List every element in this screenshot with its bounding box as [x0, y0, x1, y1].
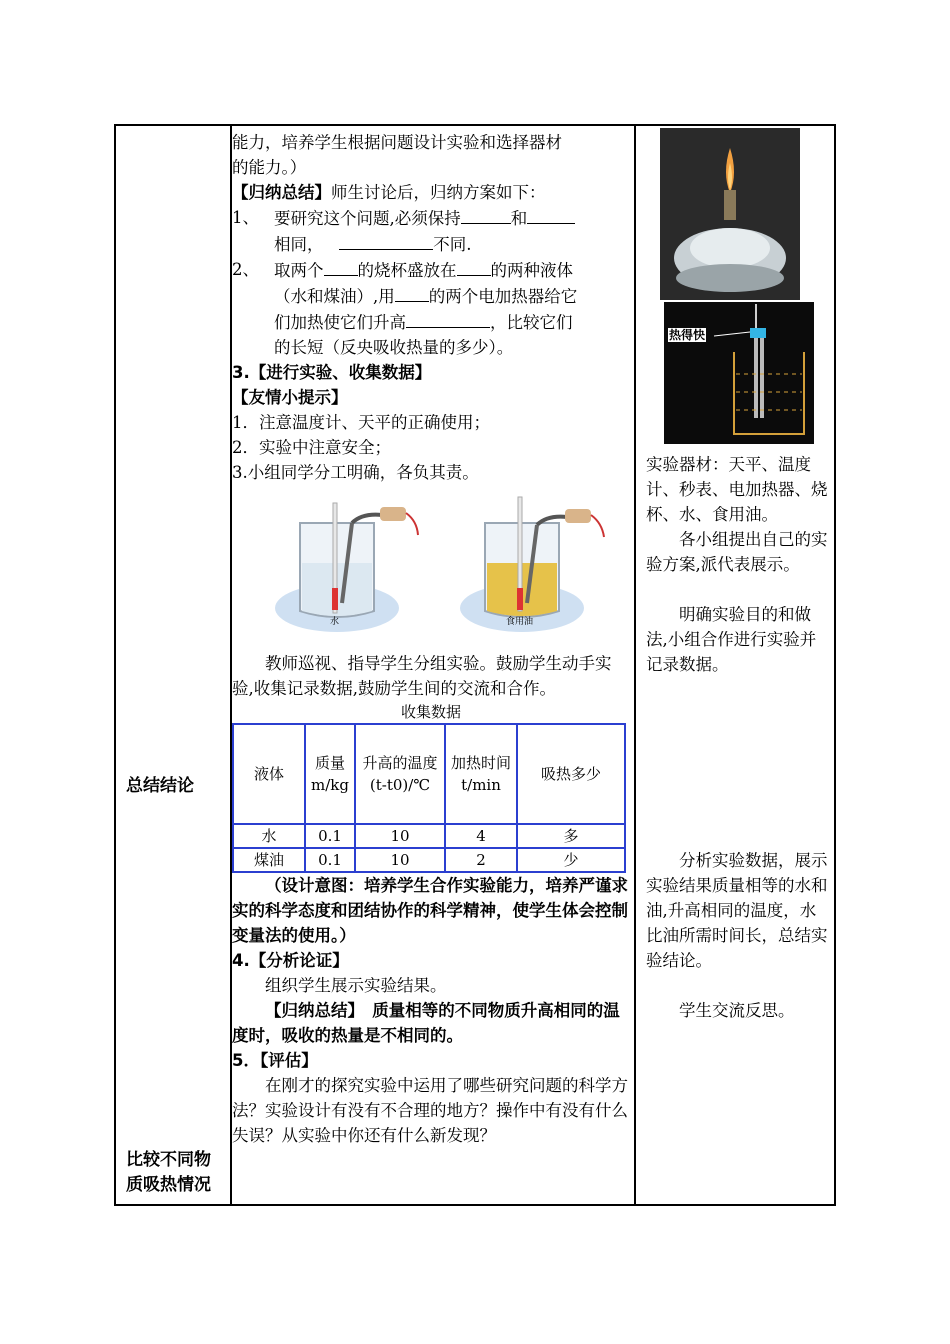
- data-table: [232, 723, 626, 873]
- heater-label: 热得快: [669, 328, 706, 342]
- tip-item: 2．实验中注意安全；: [232, 438, 391, 457]
- item-text: 们加热使它们升高: [274, 313, 406, 332]
- tip-item: 3.小组同学分工明确，各负其责。: [232, 463, 479, 482]
- list-number: 2、: [232, 260, 259, 279]
- text-line: 能力，培养学生根据问题设计实验和选择器材: [232, 133, 562, 152]
- figure-label-water: 水: [330, 617, 340, 627]
- item-text: 的两种液体: [490, 261, 573, 280]
- summary-heading: 【归纳总结】: [232, 183, 331, 202]
- group-plan-text: 各小组提出自己的实验方案,派代表展示。: [646, 530, 828, 574]
- table-cell: 2: [445, 848, 517, 872]
- item-text: 的两个电加热器给它: [428, 287, 578, 306]
- fill-blank: [406, 309, 490, 328]
- analyze-text: 分析实验数据，展示实验结果质量相等的水和油,升高相同的温度，水比油所需时间长，总结实验结论。: [646, 851, 828, 970]
- spacer: [646, 577, 832, 602]
- design-intent: （设计意图：培养学生合作实验能力，培养严谨求实的科学态度和团结协作的科学精神，使学生体会控制变量法的使用。）: [232, 876, 628, 945]
- list-number: 1、: [232, 208, 259, 227]
- table-header-cell: 质量m/kg: [305, 724, 355, 824]
- table-cell: 4: [445, 824, 517, 848]
- figure-label-oil: 食用油: [506, 617, 534, 627]
- fill-blank: [527, 205, 575, 224]
- list-item: [232, 257, 630, 360]
- step-heading: 5．【评估】: [232, 1051, 318, 1070]
- item-text: （水和煤油）,用: [274, 287, 395, 306]
- item-text: 要研究这个问题,必须保持: [274, 209, 461, 228]
- table-cell: 0.1: [305, 848, 355, 872]
- table-header-cell: 升高的温度(t-t0)/℃: [355, 724, 445, 824]
- table-cell: 10: [355, 848, 445, 872]
- lesson-table: [114, 124, 836, 1206]
- left-column: [116, 126, 230, 1204]
- item-text: 不同.: [433, 235, 472, 254]
- column-divider: [634, 126, 636, 1204]
- list-item: [232, 205, 630, 257]
- table-cell: 10: [355, 824, 445, 848]
- right-notes-lower: [646, 848, 832, 1023]
- heater-diagram: [664, 302, 814, 444]
- table-header-cell: 液体: [233, 724, 305, 824]
- fill-blank: [339, 231, 433, 250]
- alcohol-lamp-photo: [660, 128, 800, 300]
- heater-diagram-drawing: [664, 302, 814, 444]
- table-cell: 煤油: [233, 848, 305, 872]
- table-header-row: [233, 724, 625, 824]
- summary-text: 师生讨论后，归纳方案如下：: [331, 183, 546, 202]
- table-caption: 收集数据: [400, 703, 461, 721]
- item-text: 的烧杯盛放在: [357, 261, 457, 280]
- item-text: ，比较它们: [490, 313, 573, 332]
- item-text: 取两个: [274, 261, 324, 280]
- spacer: [646, 973, 832, 998]
- table-row: [233, 824, 625, 848]
- beaker-figures: [232, 493, 630, 643]
- topic-label-line2: 质吸热情况: [126, 1175, 211, 1195]
- right-notes: [646, 452, 832, 677]
- fill-blank: [324, 257, 358, 276]
- text-line: 的能力。）: [232, 158, 307, 177]
- equipment-text: 实验器材：天平、温度计、秒表、电加热器、烧杯、水、食用油。: [646, 455, 828, 524]
- middle-column: [232, 130, 630, 1148]
- teacher-paragraph: 教师巡视、指导学生分组实验。鼓励学生动手实验,收集记录数据,鼓励学生间的交流和合作。: [232, 654, 612, 698]
- evaluation-text: 在刚才的探究实验中运用了哪些研究问题的科学方法？实验设计有没有不合理的地方？操作中有没有什么失误？从实验中你还有什么新发现？: [232, 1076, 628, 1145]
- table-cell: 0.1: [305, 824, 355, 848]
- table-cell: 水: [233, 824, 305, 848]
- table-header-cell: 吸热多少: [517, 724, 625, 824]
- step-text: 组织学生展示实验结果。: [265, 976, 447, 995]
- tip-item: 1．注意温度计、天平的正确使用；: [232, 413, 490, 432]
- topic-label-line1: 比较不同物: [126, 1150, 211, 1170]
- tips-heading: 【友情小提示】: [232, 388, 348, 407]
- section-label-conclusion: 总结结论: [126, 776, 194, 796]
- fill-blank: [457, 257, 491, 276]
- table-cell: 多: [517, 824, 625, 848]
- item-text: 的长短（反央吸收热量的多少）。: [274, 338, 514, 357]
- clarify-text: 明确实验目的和做法,小组合作进行实验并记录数据。: [646, 605, 817, 674]
- table-cell: 少: [517, 848, 625, 872]
- table-row: [233, 848, 625, 872]
- fill-blank: [395, 283, 429, 302]
- item-text: 相同，: [274, 235, 324, 254]
- step-heading: 3.【进行实验、收集数据】: [232, 363, 432, 382]
- step-heading: 4.【分析论证】: [232, 951, 349, 970]
- item-text: 和: [510, 209, 528, 228]
- fill-blank: [461, 205, 511, 224]
- beaker-illustration: [232, 493, 630, 643]
- summary-paragraph: [232, 180, 630, 205]
- table-header-cell: 加热时间t/min: [445, 724, 517, 824]
- summary-conclusion: 【归纳总结】 质量相等的不同物质升高相同的温度时，吸收的热量是不相同的。: [232, 1001, 620, 1045]
- reflect-text: 学生交流反思。: [679, 1001, 795, 1020]
